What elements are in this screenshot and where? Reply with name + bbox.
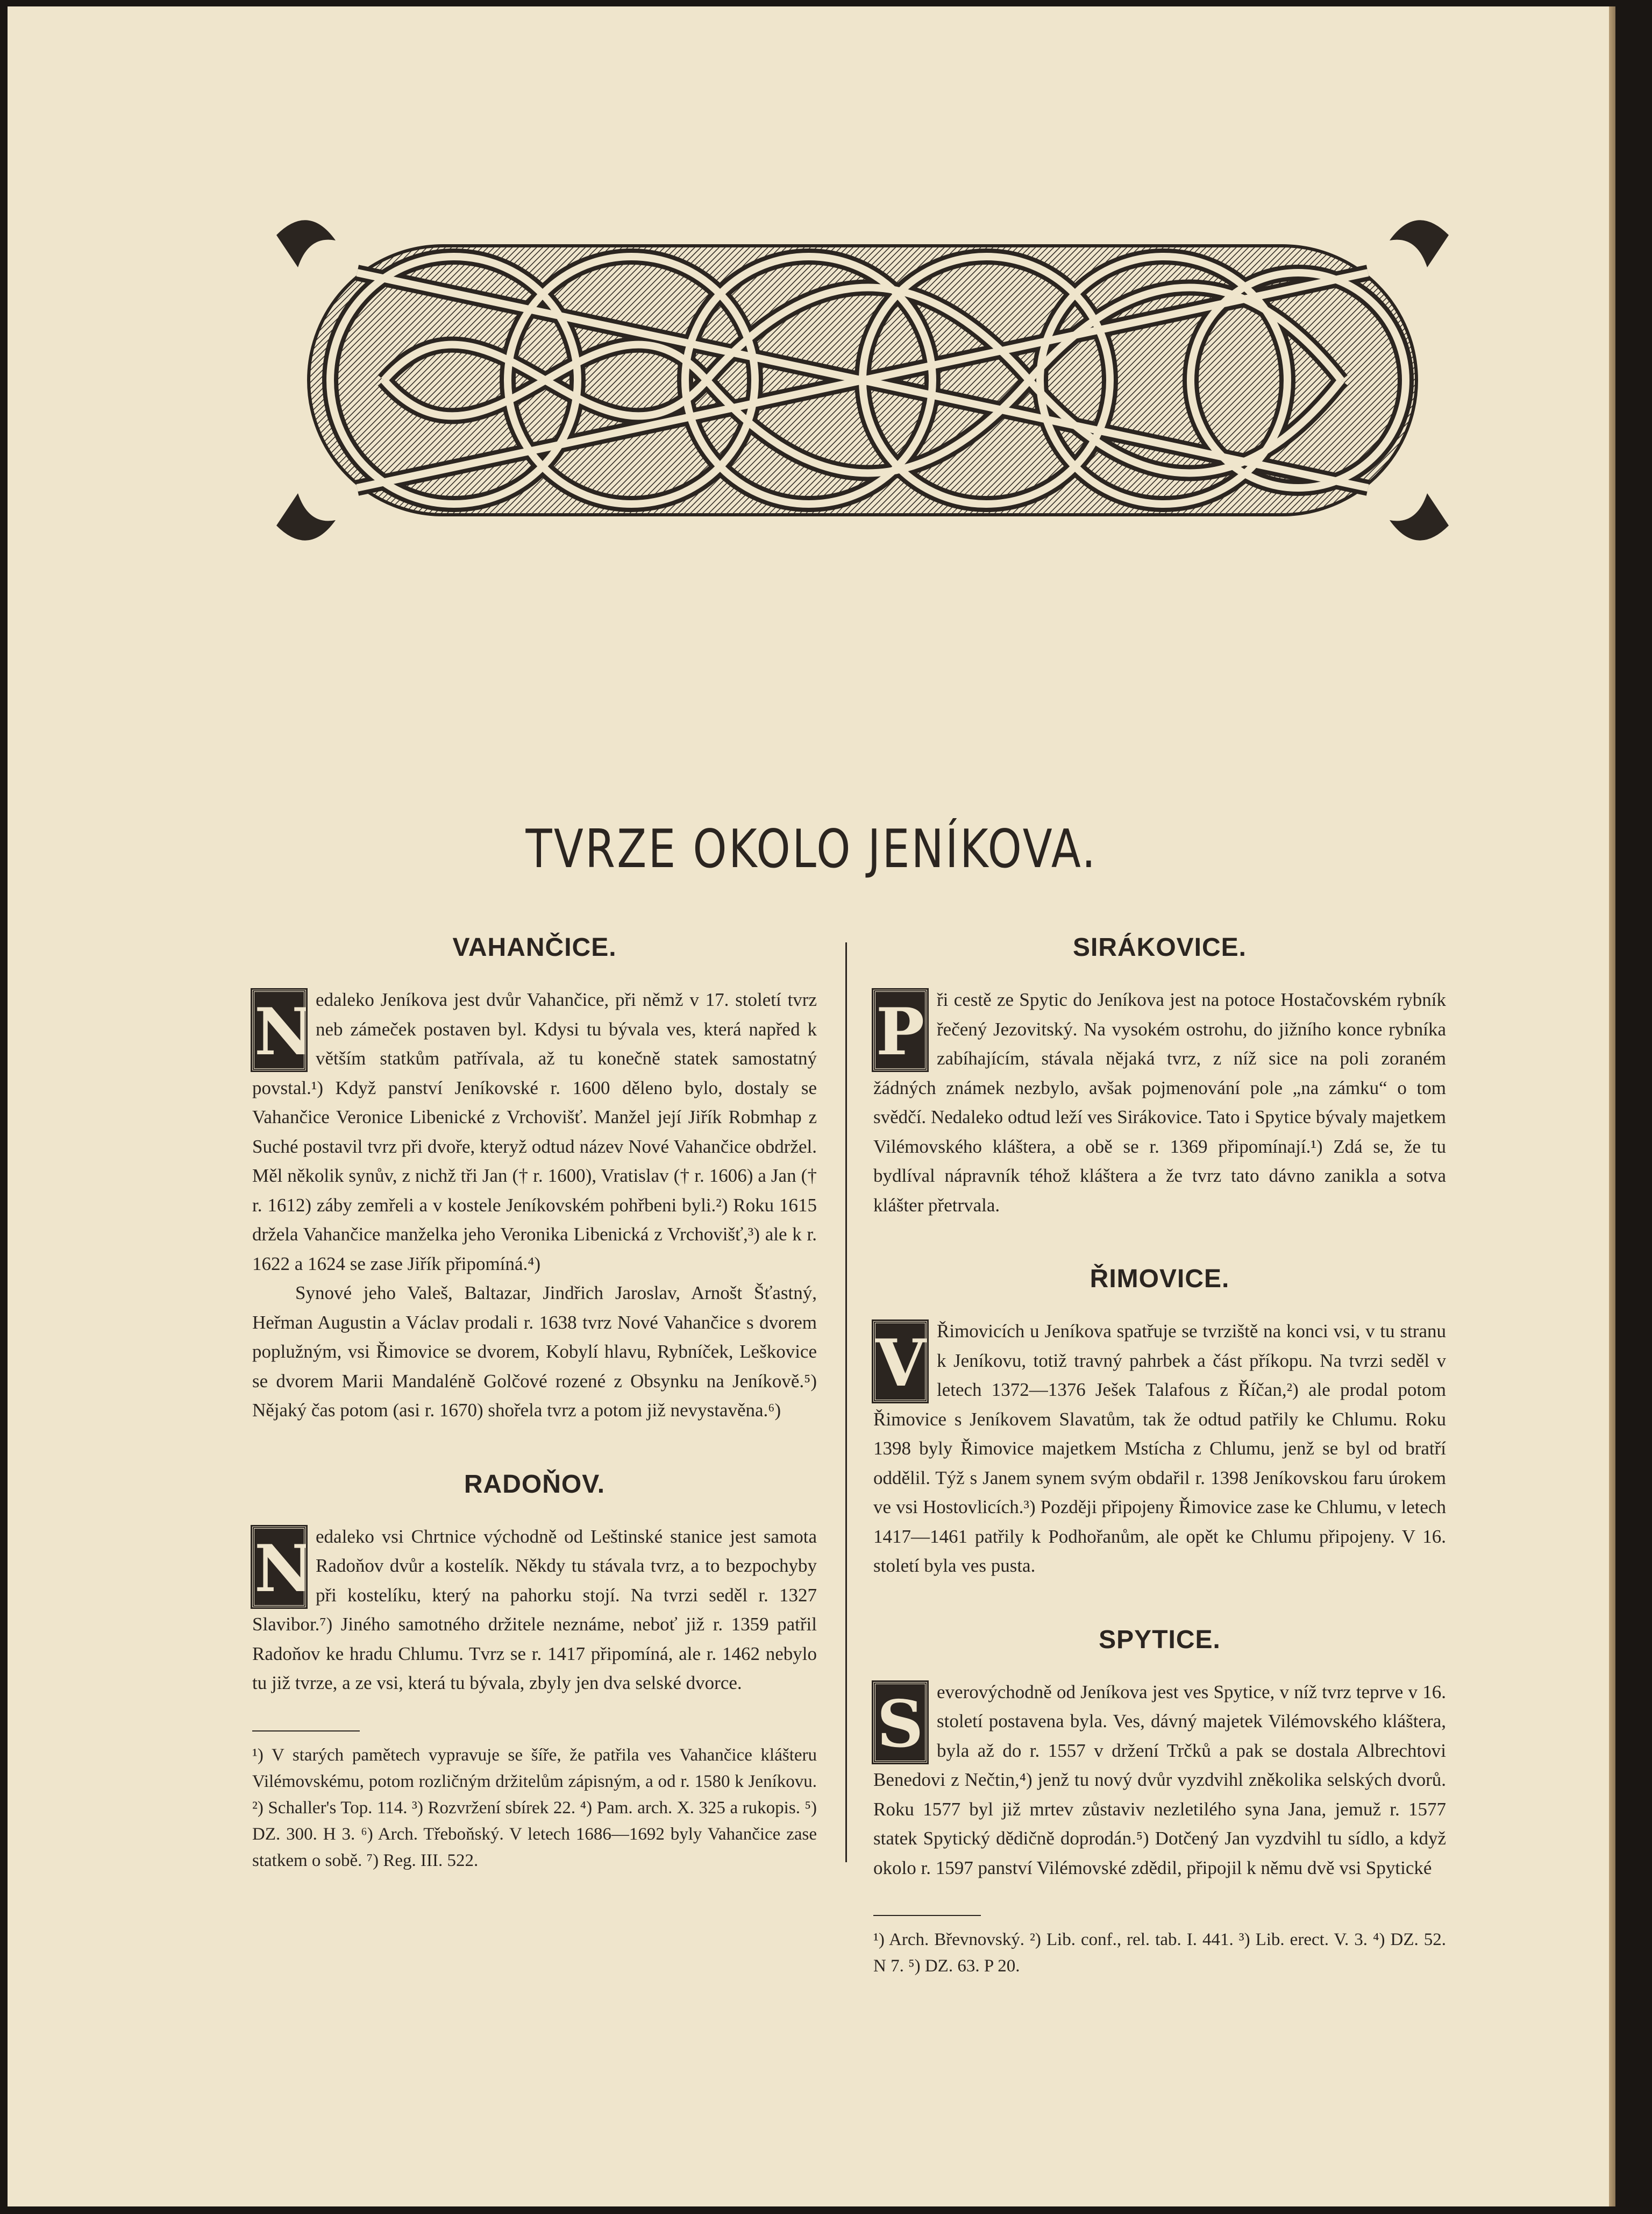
section-sirakovice xyxy=(873,932,1446,1220)
vahancice-paragraph-1: edaleko Jeníkova jest dvůr Vahančice, při němž v 17. století tvrz neb zámeček postaven byl. Kdysi tu bývala ves, která napřed k větším statkům patřívala, až tu konečně statek samostatný povstal.¹) Když panství Jeníkovské r. 1600 děleno bylo, dostaly se Vahančice Veronice Libenické z Vrchovišť. Manžel její Jiřík Robmhap z Suché postavil tvrz při dvoře, kteryž odtud název Nové Vahančice obdržel. Měl několik synův, z nichž tři Jan († r. 1600), Vratislav († r. 1606) a Jan († r. 1612) záby zemřeli a v kostele Jeníkovském pohřbeni byli.²) Roku 1615 držela Vahančice manželka jeho Veronika Libenická z Vrchovišť,³) ale k r. 1622 a 1624 se zase Jiřík připomíná.⁴) xyxy=(252,989,817,1274)
page-edge xyxy=(1609,6,1615,2206)
rimovice-paragraph-1: Řimovicích u Jeníkova spatřuje se tvrziště na konci vsi, v tu stranu k Jeníkovu, totiž travný pahrbek a část příkopu. Na tvrzi seděl v letech 1372—1376 Ješek Talafous z Říčan,²) ale prodal potom Řimovice s Jeníkovem Slavatům, tak že odtud patřily ke Chlumu. Roku 1398 byly Řimovice majetkem Mstícha z Chlumu, jenž se byl od bratří oddělil. Týž s Janem synem svým obdařil r. 1398 Jeníkovskou faru úrokem ve vsi Hostovlicích.³) Později připojeny Řimovice zase ke Chlumu, v letech 1417—1461 patřily k Podhořanům, ale opět ke Chlumu připojeny. V 16. století byla ves pusta. xyxy=(873,1321,1446,1576)
section-radonov xyxy=(252,1468,817,1698)
book-page xyxy=(8,6,1615,2206)
dropcap-s: S xyxy=(873,1682,927,1763)
heading-rimovice: ŘIMOVICE. xyxy=(1090,1265,1230,1293)
dropcap-v: V xyxy=(873,1321,927,1402)
section-rimovice xyxy=(873,1263,1446,1581)
radonov-paragraph-1: edaleko vsi Chrtnice východně od Leštinské stanice jest samota Radoňov dvůr a kostelík. Někdy tu stávala tvrz, a to bezpochyby při kostelíku, který na pahorku stojí. Na tvrzi seděl r. 1327 Slavibor.⁷) Jiného samotného držitele neznáme, neboť již r. 1359 patřil Radoňov ke hradu Chlumu. Tvrz se r. 1417 připomíná, ale r. 1462 nebylo tu již tvrze, a ze vsi, která tu bývala, zbyly jen dva selské dvorce. xyxy=(252,1525,817,1693)
interlace-ornament xyxy=(276,203,1449,558)
dropcap-n: N xyxy=(252,1527,306,1607)
heading-radonov: RADOŇOV. xyxy=(464,1470,606,1499)
section-vahancice xyxy=(252,932,817,1425)
footnote-rule xyxy=(873,1915,981,1916)
sirakovice-paragraph-1: ři cestě ze Spytic do Jeníkova jest na potoce Hostačovském rybník řečený Jezovitský. Na vysokém ostrohu, do jižního konce rybníka zabíhajícím, stávala nějaká tvrz, z níž sice na poli zoraném žádných známek nezbylo, avšak pojmenování pole „na zámku“ o tom svědčí. Nedaleko odtud leží ves Sirákovice. Tato i Spytice bývaly majetkem Vilémovského kláštera, a obě se r. 1369 připomínají.¹) Zdá se, že tu bydlíval nápravník téhož kláštera a že tvrz tato dávno zanikla a sotva klášter přetrvala. xyxy=(873,989,1446,1216)
column-divider xyxy=(845,942,847,1862)
left-column xyxy=(252,932,817,1874)
spytice-paragraph-1: everovýchodně od Jeníkova jest ves Spytice, v níž tvrz teprve v 16. století postavena byla. Ves, dávný majetek Vilémovského kláštera, byla až do r. 1557 v držení Trčků a pak se dostala Albrechtovi Benedovi z Nečtin,⁴) jenž tu nový dvůr vyzdvihl zněkolika selských dvorů. Roku 1577 byl již mrtev zůstaviv nezletilého syna Jana, jemuž r. 1577 statek Spytický dědičně doprodán.⁵) Dotčený Jan vyzdvihl tu sídlo, a když okolo r. 1597 panství Vilémovské zdědil, připojil k němu dvě vsi Spytické xyxy=(873,1681,1446,1878)
dropcap-p: P xyxy=(873,990,927,1070)
heading-sirakovice: SIRÁKOVICE. xyxy=(1072,933,1247,962)
heading-spytice: SPYTICE. xyxy=(1099,1625,1221,1654)
right-column xyxy=(873,932,1446,1979)
vahancice-paragraph-2: Synové jeho Valeš, Baltazar, Jindřich Jaroslav, Arnošt Šťastný, Heřman Augustin a Václav prodali r. 1638 tvrz Nové Vahančice s dvorem poplužným, vsi Řimovice se dvorem, Kobylí hlavu, Rybníček, Leškovice se dvorem Marii Mandaléně Golčové rozené z Obsynku na Jeníkově.⁵) Nějaký čas potom (asi r. 1670) shořela tvrz a potom již nevystavěna.⁶) xyxy=(252,1282,817,1421)
heading-vahancice: VAHANČICE. xyxy=(452,933,617,962)
footnote-rule xyxy=(252,1730,360,1732)
page-title: TVRZE OKOLO JENÍKOVA. xyxy=(525,819,1098,880)
section-spytice xyxy=(873,1624,1446,1883)
footnotes-left: ¹) V starých pamětech vypravuje se šíře, že patřila ves Vahančice klášteru Vilémovskému, potom rozličným držitelům zápisným, a od r. 1580 k Jeníkovu. ²) Schaller's Top. 114. ³) Rozvržení sbírek 22. ⁴) Pam. arch. X. 325 a rukopis. ⁵) DZ. 300. H 3. ⁶) Arch. Třeboňský. V letech 1686—1692 byly Vahančice zase statkem o sobě. ⁷) Reg. III. 522. xyxy=(252,1745,817,1870)
footnotes-right: ¹) Arch. Břevnovský. ²) Lib. conf., rel. tab. I. 441. ³) Lib. erect. V. 3. ⁴) DZ. 52. N 7. ⁵) DZ. 63. P 20. xyxy=(873,1930,1446,1976)
dropcap-n: N xyxy=(252,990,306,1070)
